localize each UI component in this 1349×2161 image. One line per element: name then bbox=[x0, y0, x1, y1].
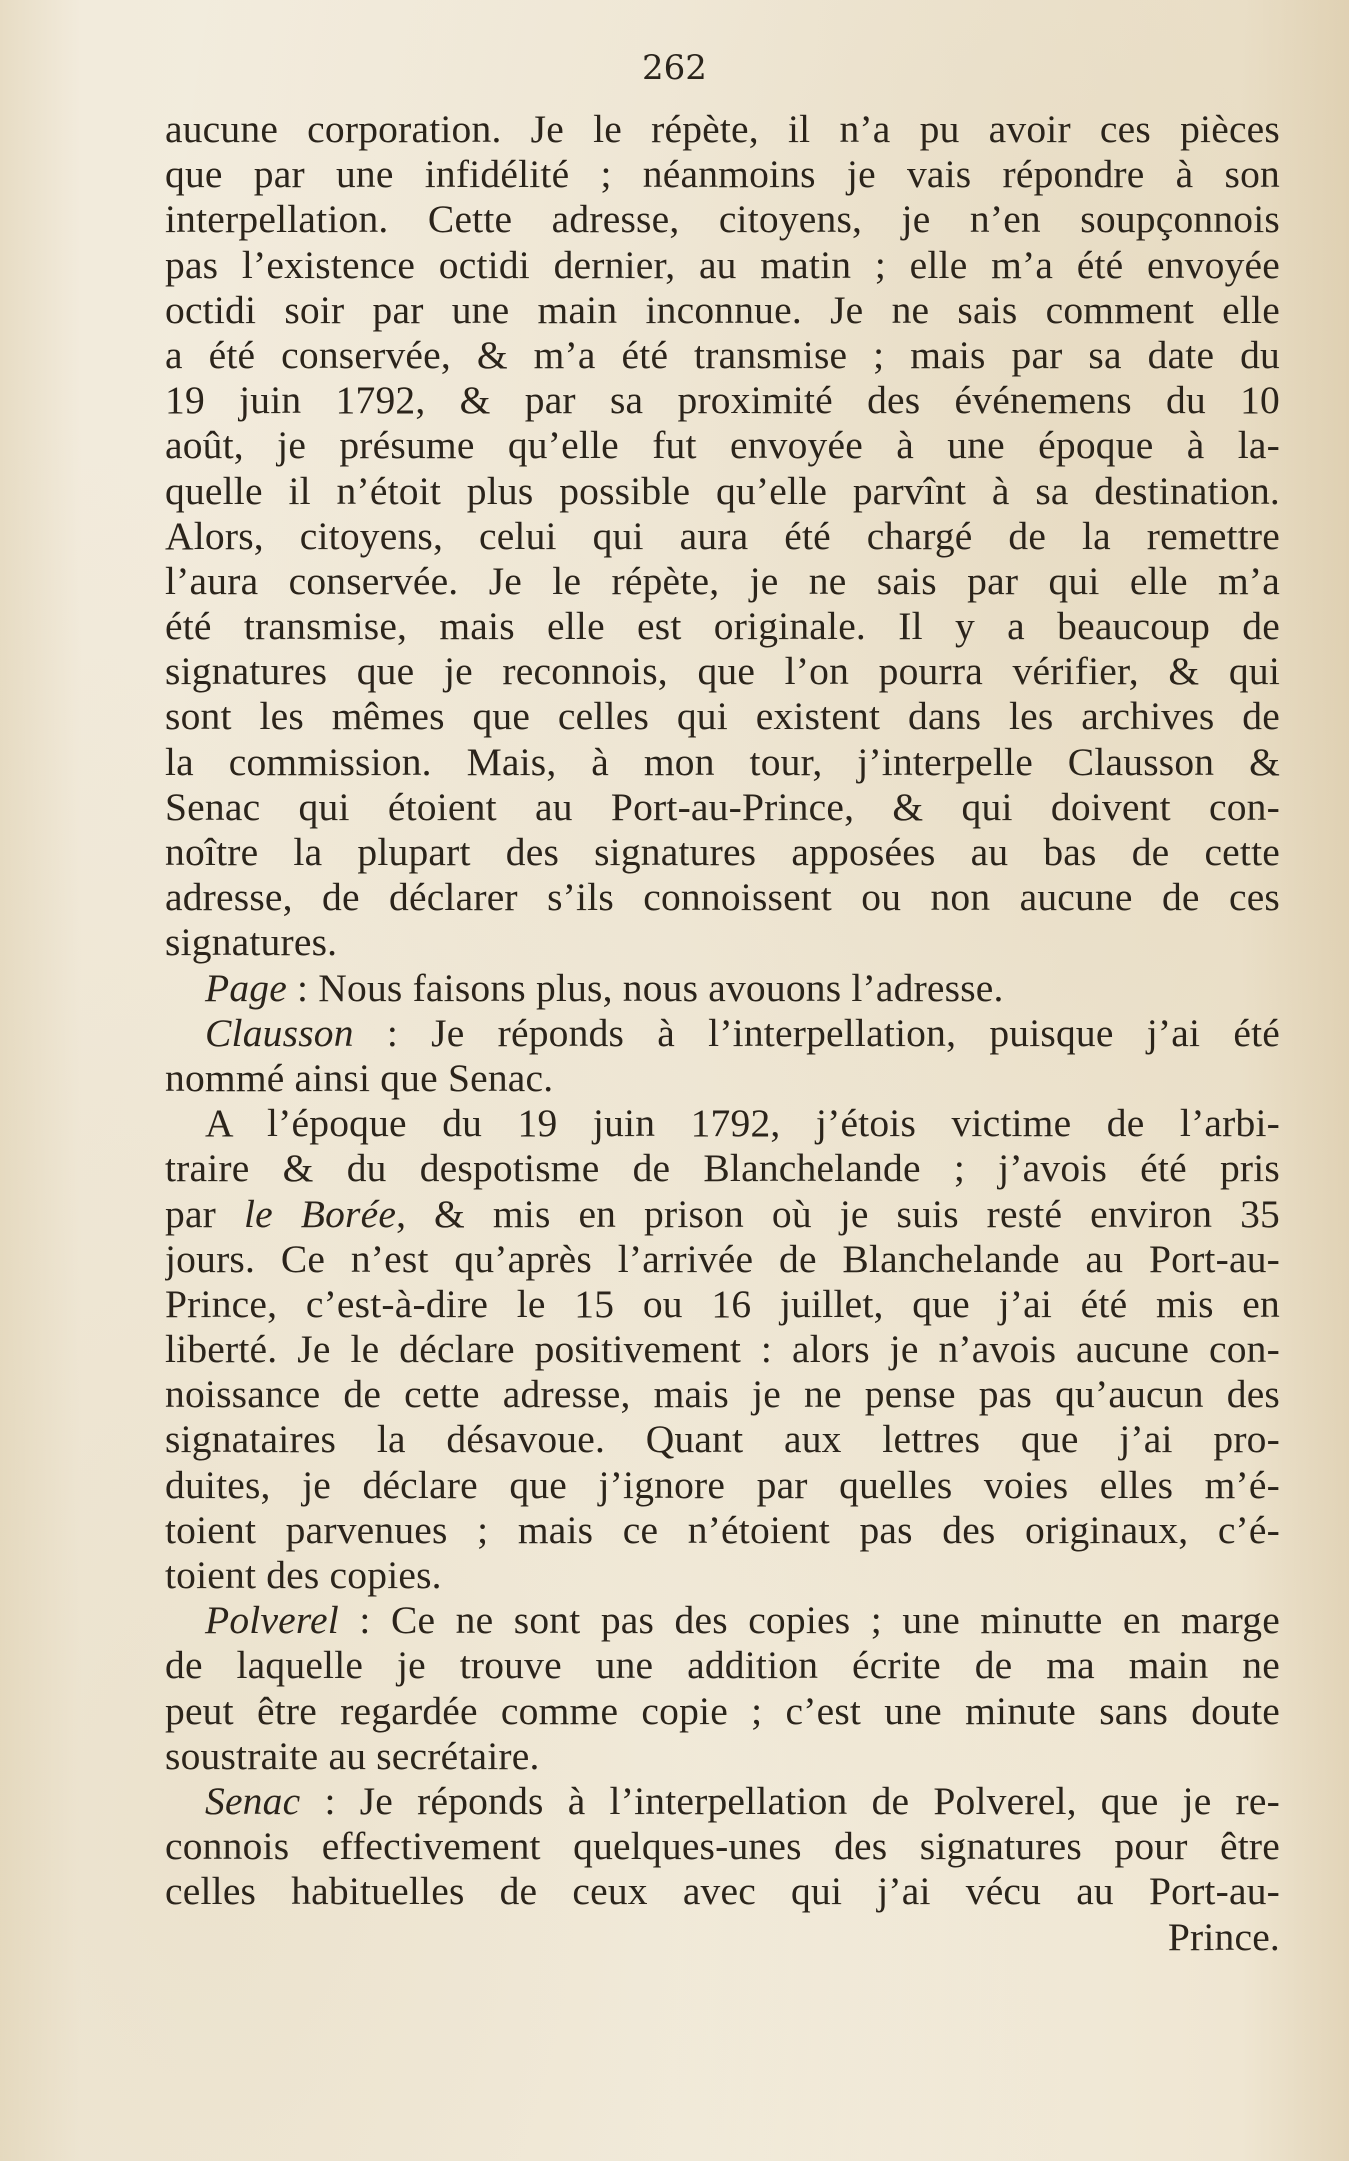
text-line: toient des copies. bbox=[165, 1553, 442, 1597]
speech-text: : Ce ne sont pas des copies ; une minutte en marge bbox=[338, 1598, 1280, 1643]
text-line: noître la plupart des signatures apposées au bas de cette bbox=[165, 830, 1280, 874]
text-line: soustraite au secrétaire. bbox=[165, 1733, 540, 1778]
speech-text: : Je réponds à l’interpellation de Polverel, que je re- bbox=[300, 1778, 1280, 1823]
text-line: liberté. Je le déclare positivement : alors je n’avois aucune con- bbox=[165, 1327, 1280, 1372]
text-line: toient parvenues ; mais ce n’étoient pas des originaux, c’é- bbox=[165, 1507, 1280, 1552]
text-line: l’aura conservée. Je le répète, je ne sais par qui elle m’a bbox=[165, 558, 1280, 603]
text-line: que par une infidélité ; néanmoins je vais répondre à son bbox=[165, 152, 1280, 197]
speech-text: : Je réponds à l’interpellation, puisque j’ai été bbox=[353, 1010, 1280, 1055]
text-line: aucune corporation. Je le répète, il n’a pu avoir ces pièces bbox=[165, 107, 1280, 151]
paragraph-polverel bbox=[165, 1598, 1280, 1643]
paragraph-senac bbox=[165, 1779, 1280, 1824]
text-line: noissance de cette adresse, mais je ne pense pas qu’aucun des bbox=[165, 1372, 1280, 1417]
text-line: connois effectivement quelques-unes des signatures pour être bbox=[165, 1824, 1280, 1869]
speaker-name: Polverel bbox=[205, 1598, 339, 1643]
text-line: Prince. bbox=[1167, 1914, 1280, 1959]
paragraph-clausson bbox=[165, 1011, 1280, 1056]
paragraph-page bbox=[165, 966, 1280, 1011]
text-line: sont les mêmes que celles qui existent dans les archives de bbox=[165, 694, 1280, 739]
text-line: quelle il n’étoit plus possible qu’elle parvînt à sa destination. bbox=[165, 468, 1280, 513]
ship-name: le Borée bbox=[243, 1191, 397, 1236]
text-line: la commission. Mais, à mon tour, j’interpelle Clausson & bbox=[165, 739, 1280, 784]
text-line: traire & du despotisme de Blanchelande ; j’avois été pris bbox=[165, 1146, 1280, 1191]
speaker-name: Clausson bbox=[205, 1010, 354, 1055]
text-line: été transmise, mais elle est originale. Il y a beaucoup de bbox=[165, 604, 1280, 649]
text-line: nommé ainsi que Senac. bbox=[165, 1055, 554, 1100]
text-line: 19 juin 1792, & par sa proximité des événemens du 10 bbox=[165, 378, 1280, 423]
speaker-name: Senac bbox=[205, 1778, 301, 1823]
speech-text: : Nous faisons plus, nous avouons l’adresse. bbox=[286, 965, 1004, 1010]
text-line: adresse, de déclarer s’ils connoissent ou non aucune de ces bbox=[165, 875, 1280, 920]
text-line: A l’époque du 19 juin 1792, j’étois victime de l’arbi- bbox=[205, 1101, 1280, 1146]
text-line: Prince, c’est-à-dire le 15 ou 16 juillet, que j’ai été mis en bbox=[165, 1281, 1280, 1326]
text-line: août, je présume qu’elle fut envoyée à une époque à la- bbox=[165, 423, 1280, 468]
speaker-name: Page bbox=[205, 965, 287, 1010]
text-line: duites, je déclare que j’ignore par quelles voies elles m’é- bbox=[165, 1462, 1280, 1507]
text-line: celles habituelles de ceux avec qui j’ai vécu au Port-au- bbox=[165, 1869, 1280, 1914]
text-line: jours. Ce n’est qu’après l’arrivée de Blanchelande au Port-au- bbox=[165, 1236, 1280, 1281]
text-fragment: par bbox=[165, 1191, 244, 1236]
text-line: signatures que je reconnois, que l’on pourra vérifier, & qui bbox=[165, 649, 1280, 694]
text-line: a été conservée, & m’a été transmise ; mais par sa date du bbox=[165, 332, 1280, 377]
body-text bbox=[165, 107, 1280, 1960]
text-line: octidi soir par une main inconnue. Je ne sais comment elle bbox=[165, 287, 1280, 332]
text-line: de laquelle je trouve une addition écrite de ma main ne bbox=[165, 1643, 1280, 1688]
text-line: Senac qui étoient au Port-au-Prince, & qui doivent con- bbox=[165, 784, 1280, 829]
text-line: interpellation. Cette adresse, citoyens, je n’en soupçonnois bbox=[165, 197, 1280, 242]
text-line bbox=[165, 1192, 1280, 1237]
text-line: peut être regardée comme copie ; c’est une minute sans doute bbox=[165, 1688, 1280, 1733]
text-line: signataires la désavoue. Quant aux lettres que j’ai pro- bbox=[165, 1417, 1280, 1462]
text-line: pas l’existence octidi dernier, au matin ; elle m’a été envoyée bbox=[165, 242, 1280, 287]
page-number: 262 bbox=[642, 48, 707, 88]
text-line: signatures. bbox=[165, 920, 338, 965]
text-line: Alors, citoyens, celui qui aura été chargé de la remettre bbox=[165, 513, 1280, 558]
text-fragment: , & mis en prison où je suis resté environ 35 bbox=[396, 1191, 1280, 1236]
